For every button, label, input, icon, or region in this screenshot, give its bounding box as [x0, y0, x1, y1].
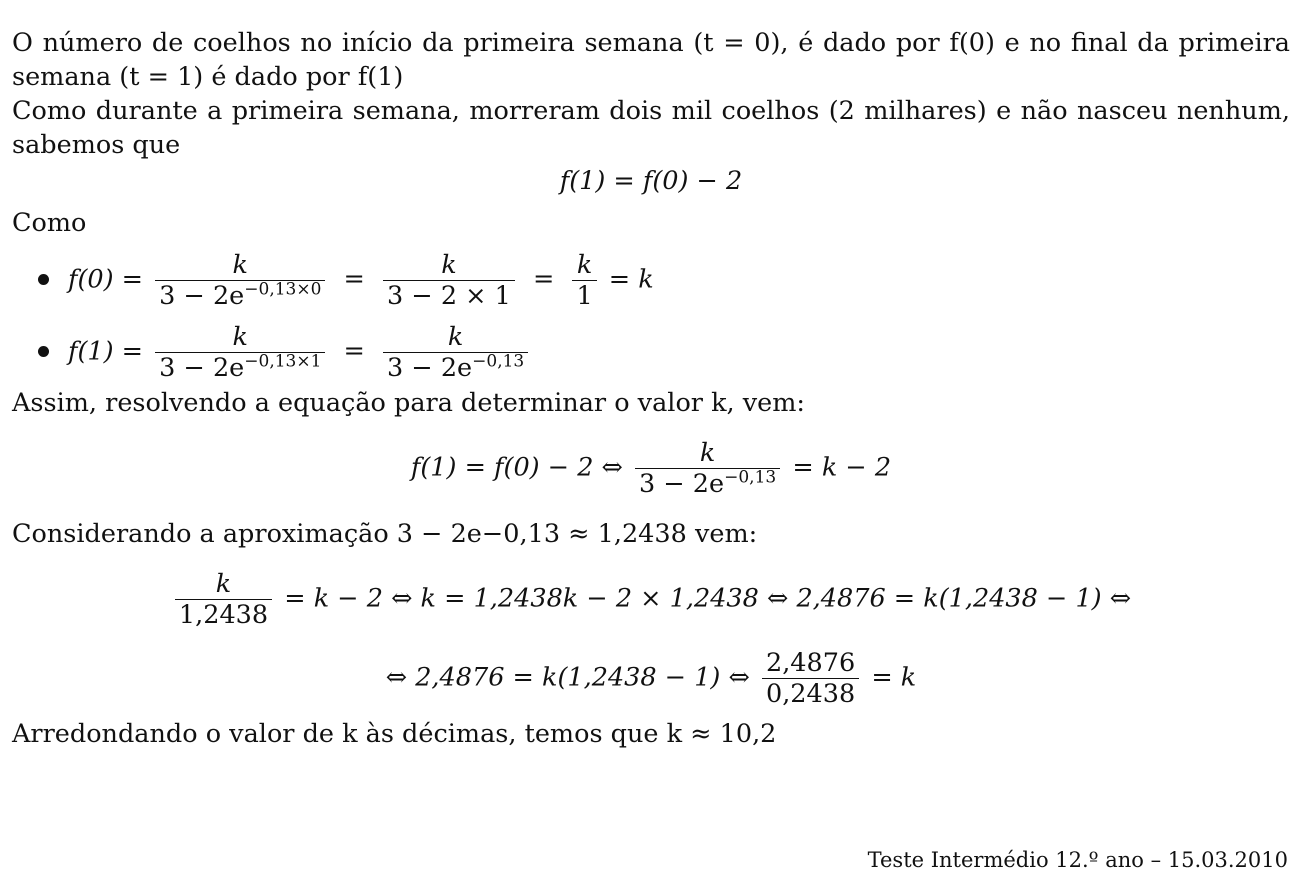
footer-source: Teste Intermédio 12.º ano – 15.03.2010 — [867, 848, 1288, 872]
solution-page — [12, 26, 1290, 751]
equation-solve-step1: $\frac{k}{1,2438}$ = k − 2 ⇔ k = 1,2438k − 2 × 1,2438 ⇔ 2,4876 = k(1,2438 − 1) ⇔ — [12, 569, 1290, 630]
fraction: $\frac{k}{3 - 2e^{-0,13}}$ — [383, 322, 528, 383]
equation-f1-f0: f(1) = f(0) − 2 — [559, 166, 743, 196]
bullet-f1: f(1) = $\frac{k}{3 - 2e^{-0,13\times 1}}$ = $\frac{k}{3 - 2e^{-0,13}}$ — [12, 316, 1290, 388]
paragraph-deaths: Como durante a primeira semana, morreram dois mil coelhos (2 milhares) e não nasceu nenhum, sabemos que — [12, 96, 1290, 160]
bullet-dot — [38, 346, 49, 357]
equation-solve-step2: ⇔ 2,4876 = k(1,2438 − 1) ⇔ $\frac{2,4876}{0,2438}$ = k — [385, 648, 917, 709]
fraction: $\frac{k}{3 - 2 \times 1}$ — [383, 250, 515, 311]
fraction: $\frac{2,4876}{0,2438}$ — [762, 648, 859, 709]
bullet-dot — [38, 274, 49, 285]
fraction: $\frac{k}{3 - 2e^{-0,13}}$ — [635, 438, 780, 499]
paragraph-solve: Assim, resolvendo a equação para determinar o valor k, vem: — [12, 388, 806, 418]
paragraph-initial-conditions: O número de coelhos no início da primeira semana (t = 0), é dado por f(0) e no final da primeira semana (t = 1) é dado por f(1) — [12, 28, 1290, 92]
bullet-f0: f(0) = $\frac{k}{3 - 2e^{-0,13\times 0}}$ = $\frac{k}{3 - 2 \times 1}$ = $\frac{k}{1}$ = k — [12, 244, 1290, 316]
paragraph-conclusion: Arredondando o valor de k às décimas, temos que k ≈ 10,2 — [12, 719, 777, 749]
bullet-list — [12, 244, 1290, 388]
fraction: $\frac{k}{1}$ — [572, 250, 596, 311]
paragraph-como: Como — [12, 208, 87, 238]
equation-main: f(1) = f(0) − 2 ⇔ $\frac{k}{3 - 2e^{-0,13}}$ = k − 2 — [410, 438, 892, 499]
paragraph-approximation: Considerando a aproximação 3 − 2e−0,13 ≈ 1,2438 vem: — [12, 519, 758, 549]
fraction: $\frac{k}{3 - 2e^{-0,13\times 1}}$ — [155, 322, 325, 383]
fraction: $\frac{k}{3 - 2e^{-0,13\times 0}}$ — [155, 250, 325, 311]
fraction: $\frac{k}{1,2438}$ — [175, 569, 272, 630]
